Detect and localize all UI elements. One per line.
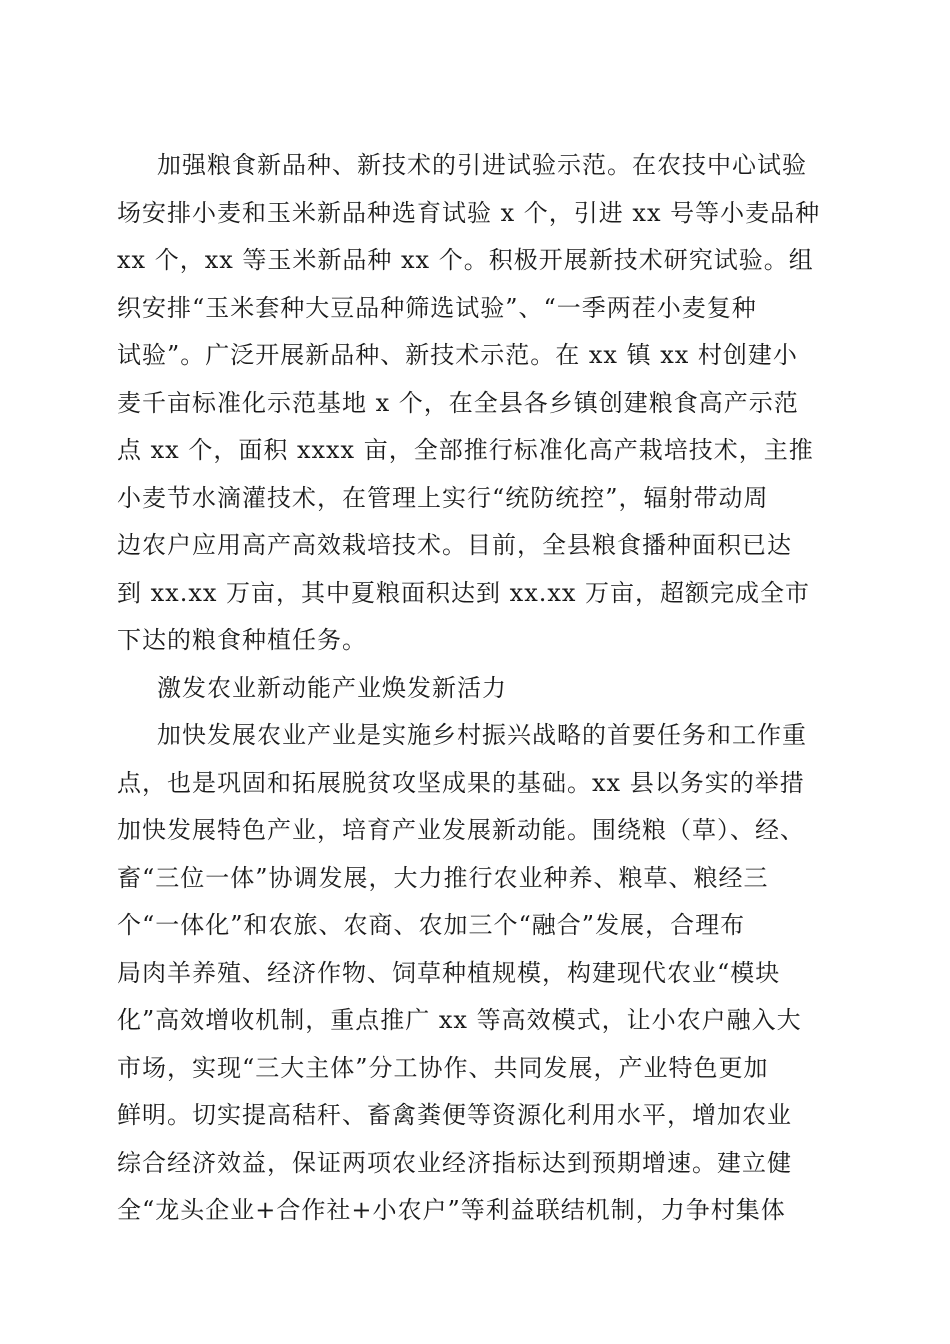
paragraph-1-line: 试验”。广泛开展新品种、新技术示范。在 xx 镇 xx 村创建小 <box>117 341 798 369</box>
paragraph-1-line: 小麦节水滴灌技术，在管理上实行“统防统控”，辐射带动周 <box>117 483 769 512</box>
section-heading: 激发农业新动能产业焕发新活力 <box>157 673 507 702</box>
paragraph-2-line: 综合经济效益，保证两项农业经济指标达到预期增速。建立健 <box>117 1148 792 1177</box>
paragraph-2-line: 化”高效增收机制，重点推广 xx 等高效模式，让小农户融入大 <box>117 1006 802 1034</box>
paragraph-1-line: 边农户应用高产高效栽培技术。目前，全县粮食播种面积已达 <box>117 531 792 559</box>
paragraph-2-line: 市场，实现“三大主体”分工协作、共同发展，产业特色更加 <box>117 1053 769 1082</box>
paragraph-2-line: 点，也是巩固和拓展脱贫攻坚成果的基础。xx 县以务实的举措 <box>117 768 805 797</box>
paragraph-2-line: 全“龙头企业+合作社+小农户”等利益联结机制，力争村集体 <box>117 1196 786 1224</box>
paragraph-2-line: 个“一体化”和农旅、农商、农加三个“融合”发展，合理布 <box>117 911 746 939</box>
paragraph-2-line: 局肉羊养殖、经济作物、饲草种植规模，构建现代农业“模块 <box>117 958 781 987</box>
paragraph-1-line: xx 个，xx 等玉米新品种 xx 个。积极开展新技术研究试验。组 <box>117 246 814 274</box>
document-body <box>0 142 950 1235</box>
paragraph-2-line: 加快发展农业产业是实施乡村振兴战略的首要任务和工作重 <box>157 721 807 749</box>
paragraph-1-line: 场安排小麦和玉米新品种选育试验 x 个，引进 xx 号等小麦品种 <box>117 198 821 227</box>
paragraph-2-line: 加快发展特色产业，培育产业发展新动能。围绕粮（草）、经、 <box>117 816 805 844</box>
paragraph-2-line: 畜“三位一体”协调发展，大力推行农业种养、粮草、粮经三 <box>117 863 769 892</box>
paragraph-1-line: 下达的粮食种植任务。 <box>117 626 367 654</box>
paragraph-2-line: 鲜明。切实提高秸秆、畜禽粪便等资源化利用水平，增加农业 <box>117 1101 792 1129</box>
paragraph-1-line: 点 xx 个，面积 xxxx 亩，全部推行标准化高产栽培技术，主推 <box>117 436 814 464</box>
paragraph-1-line: 加强粮食新品种、新技术的引进试验示范。在农技中心试验 <box>157 151 807 179</box>
paragraph-1-line: 织安排“玉米套种大豆品种筛选试验”、“一季两茬小麦复种 <box>117 293 757 322</box>
paragraph-1-line: 麦千亩标准化示范基地 x 个，在全县各乡镇创建粮食高产示范 <box>117 388 799 417</box>
paragraph-1-line: 到 xx.xx 万亩，其中夏粮面积达到 xx.xx 万亩，超额完成全市 <box>117 578 811 607</box>
